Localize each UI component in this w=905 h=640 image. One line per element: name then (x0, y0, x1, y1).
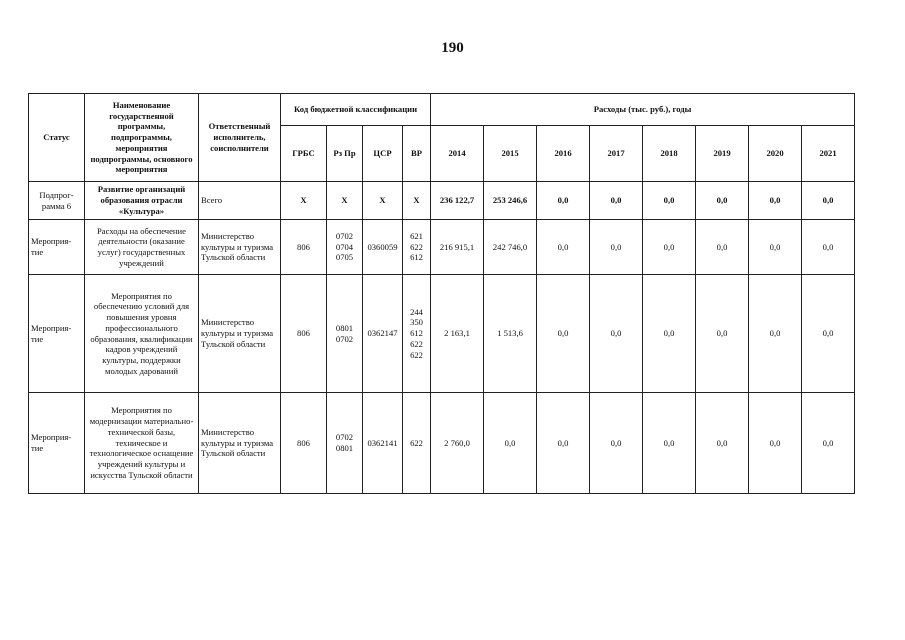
value-cell: 253 246,6 (484, 182, 537, 220)
csr-cell: 0360059 (363, 220, 403, 275)
table-row (29, 182, 855, 220)
table-row (29, 220, 855, 275)
header-name: Наименование государственной программы, подпрограммы, мероприятия подпрограммы, основного мероприятия (85, 94, 199, 182)
status-cell: Мероприя- тие (29, 393, 85, 494)
value-cell: 0,0 (590, 393, 643, 494)
header-year: 2021 (802, 126, 855, 182)
header-year: 2017 (590, 126, 643, 182)
executor-cell: Всего (199, 182, 281, 220)
header-status: Статус (29, 94, 85, 182)
value-cell: 0,0 (590, 220, 643, 275)
value-cell: 0,0 (537, 275, 590, 393)
value-cell: 0,0 (696, 182, 749, 220)
value-cell: 0,0 (802, 393, 855, 494)
header-year: 2014 (431, 126, 484, 182)
executor-cell: Министерство культуры и туризма Тульской области (199, 393, 281, 494)
executor-cell: Министерство культуры и туризма Тульской области (199, 220, 281, 275)
csr-cell: 0362147 (363, 275, 403, 393)
vr-cell: Х (403, 182, 431, 220)
budget-table (28, 93, 855, 494)
header-vr: ВР (403, 126, 431, 182)
value-cell: 242 746,0 (484, 220, 537, 275)
rzpr-cell: 0702 0801 (327, 393, 363, 494)
value-cell: 0,0 (590, 275, 643, 393)
value-cell: 0,0 (696, 393, 749, 494)
value-cell: 0,0 (643, 182, 696, 220)
grbs-cell: 806 (281, 220, 327, 275)
status-cell: Подпрог- рамма 6 (29, 182, 85, 220)
header-budget-code: Код бюджетной классификации (281, 94, 431, 126)
vr-cell: 622 (403, 393, 431, 494)
value-cell: 0,0 (643, 275, 696, 393)
header-year: 2019 (696, 126, 749, 182)
value-cell: 0,0 (590, 182, 643, 220)
header-year: 2020 (749, 126, 802, 182)
header-csr: ЦСР (363, 126, 403, 182)
value-cell: 1 513,6 (484, 275, 537, 393)
status-cell: Мероприя- тие (29, 220, 85, 275)
value-cell: 0,0 (749, 275, 802, 393)
header-year: 2018 (643, 126, 696, 182)
value-cell: 0,0 (643, 393, 696, 494)
value-cell: 2 163,1 (431, 275, 484, 393)
value-cell: 236 122,7 (431, 182, 484, 220)
value-cell: 216 915,1 (431, 220, 484, 275)
value-cell: 0,0 (537, 393, 590, 494)
page-number: 190 (441, 40, 464, 56)
table-row (29, 275, 855, 393)
csr-cell: 0362141 (363, 393, 403, 494)
header-grbs: ГРБС (281, 126, 327, 182)
name-cell: Мероприятия по модернизации материально-технической базы, техническое и технологическое оснащение учреждений культуры и искусства Тульской области (85, 393, 199, 494)
value-cell: 0,0 (696, 220, 749, 275)
name-cell: Развитие организаций образования отрасли «Культура» (85, 182, 199, 220)
value-cell: 2 760,0 (431, 393, 484, 494)
name-cell: Мероприятия по обеспечению условий для повышения уровня профессионального образования, квалификации кадров учреждений культуры, поддержки молодых дарований (85, 275, 199, 393)
rzpr-cell: 0702 0704 0705 (327, 220, 363, 275)
value-cell: 0,0 (802, 220, 855, 275)
grbs-cell: 806 (281, 393, 327, 494)
value-cell: 0,0 (696, 275, 749, 393)
value-cell: 0,0 (749, 220, 802, 275)
rzpr-cell: Х (327, 182, 363, 220)
value-cell: 0,0 (749, 182, 802, 220)
csr-cell: Х (363, 182, 403, 220)
value-cell: 0,0 (802, 182, 855, 220)
value-cell: 0,0 (537, 182, 590, 220)
rzpr-cell: 0801 0702 (327, 275, 363, 393)
value-cell: 0,0 (749, 393, 802, 494)
status-cell: Мероприя- тие (29, 275, 85, 393)
value-cell: 0,0 (537, 220, 590, 275)
header-year: 2015 (484, 126, 537, 182)
header-rzpr: Рз Пр (327, 126, 363, 182)
vr-cell: 244 350 612 622 622 (403, 275, 431, 393)
value-cell: 0,0 (643, 220, 696, 275)
name-cell: Расходы на обеспечение деятельности (оказание услуг) государственных учреждений (85, 220, 199, 275)
executor-cell: Министерство культуры и туризма Тульской области (199, 275, 281, 393)
header-executor: Ответственный исполнитель, соисполнители (199, 94, 281, 182)
vr-cell: 621 622 612 (403, 220, 431, 275)
header-expenses: Расходы (тыс. руб.), годы (431, 94, 855, 126)
value-cell: 0,0 (484, 393, 537, 494)
value-cell: 0,0 (802, 275, 855, 393)
grbs-cell: 806 (281, 275, 327, 393)
header-year: 2016 (537, 126, 590, 182)
grbs-cell: Х (281, 182, 327, 220)
table-row (29, 393, 855, 494)
